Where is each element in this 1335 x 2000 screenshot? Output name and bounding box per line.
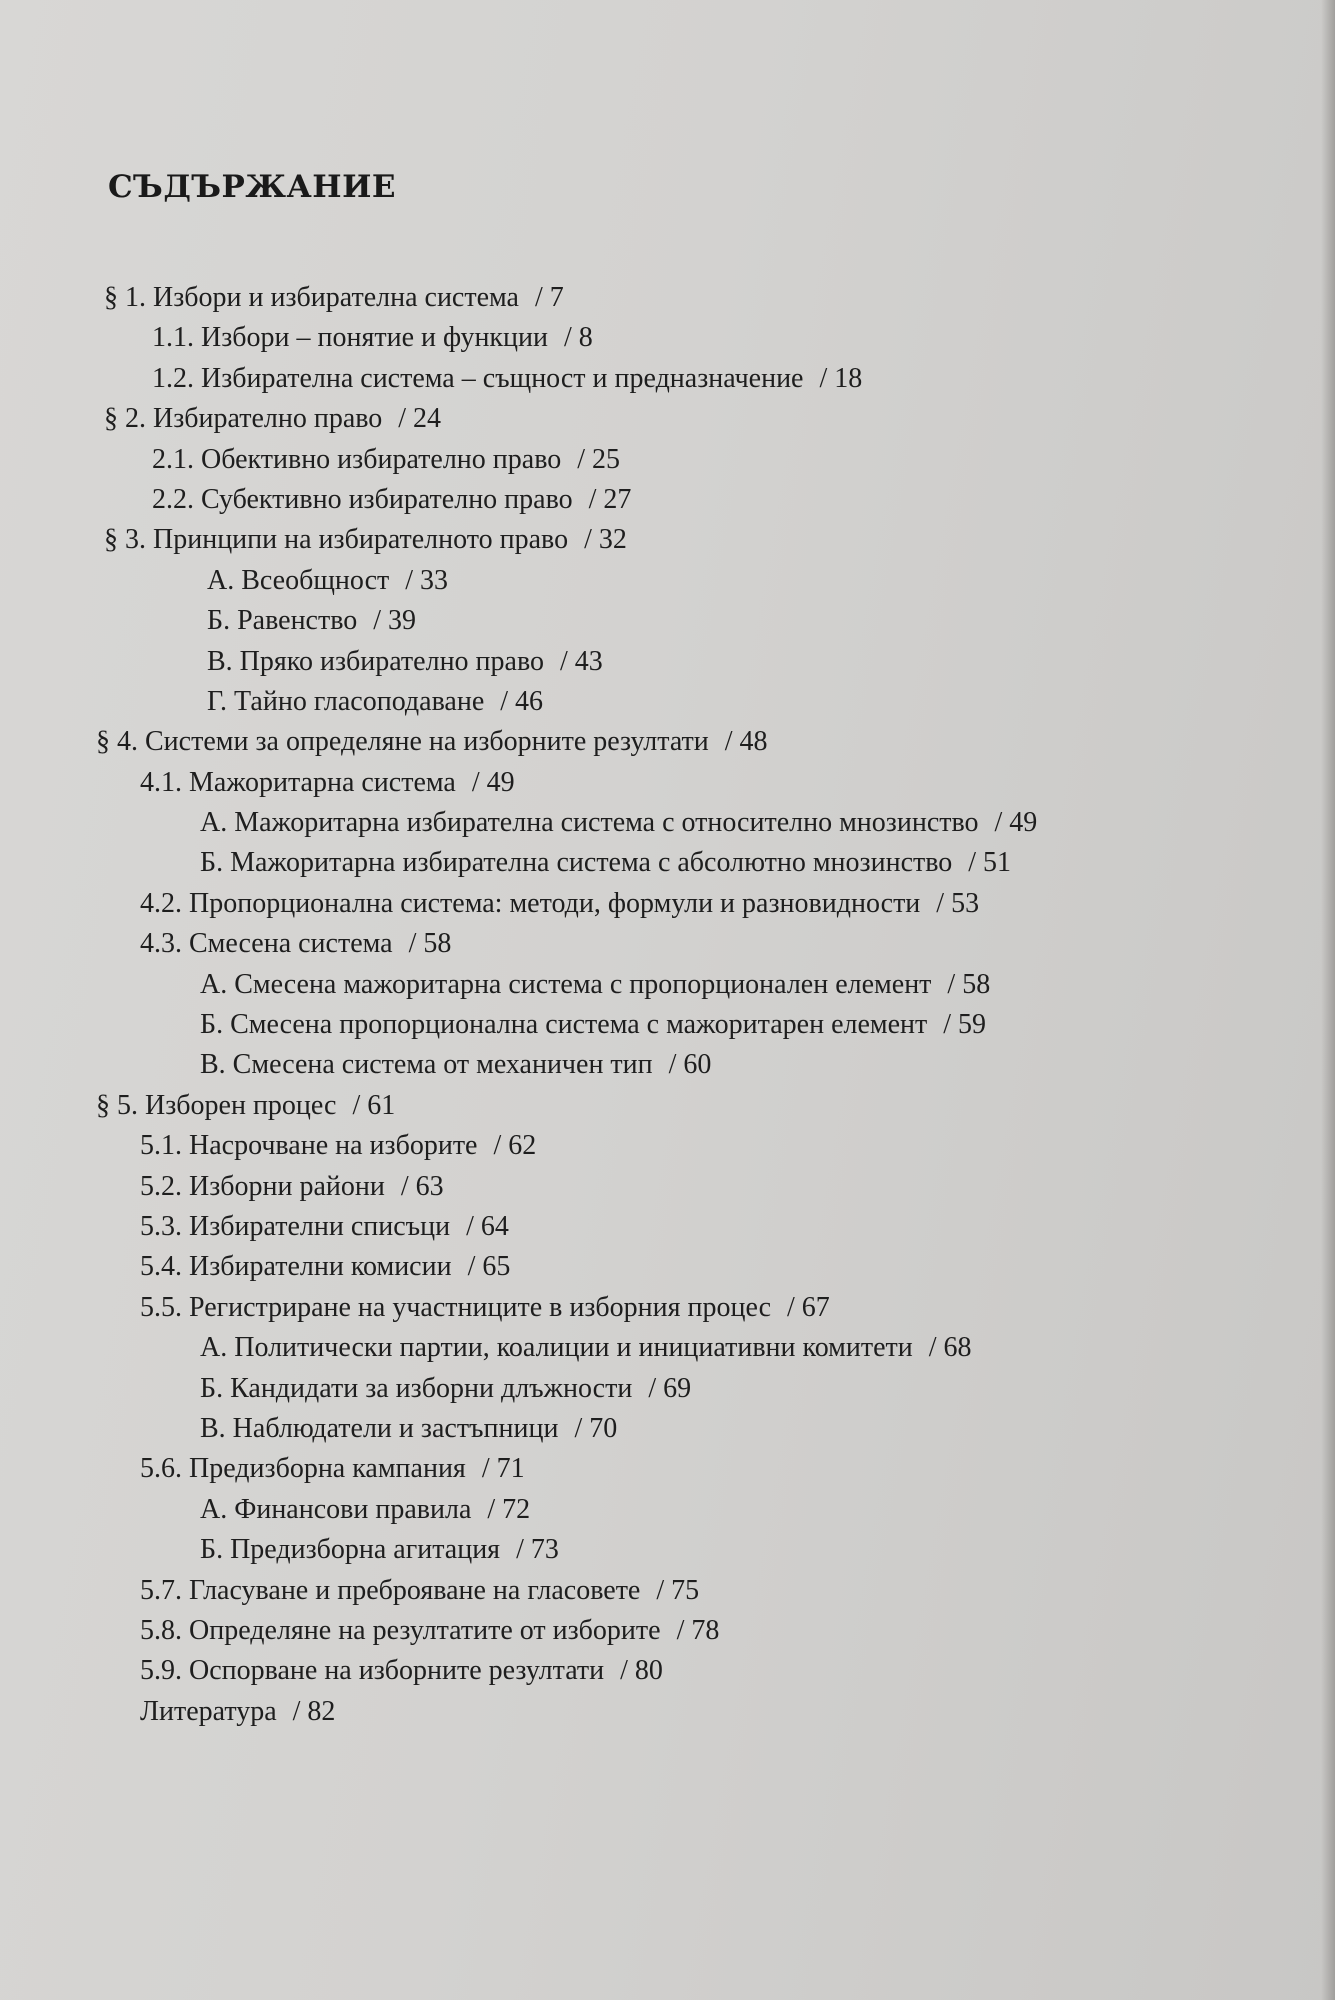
toc-entry	[0, 1449, 1335, 1489]
toc-page-number: / 69	[648, 1372, 692, 1404]
toc-page-number: / 59	[943, 1009, 987, 1041]
toc-entry-label: 1.1. Избори – понятие и функции	[152, 322, 548, 354]
toc-entry	[0, 1247, 1335, 1287]
toc-entry	[0, 1369, 1335, 1409]
toc-entry-label: 5.3. Избирателни списъци	[140, 1210, 451, 1242]
toc-page-number: / 46	[500, 685, 544, 717]
toc-page-number: / 58	[947, 968, 991, 1000]
toc-entry-label: А. Всеобщност	[207, 564, 390, 596]
toc-entry-label: 5.7. Гласуване и преброяване на гласовете	[140, 1574, 641, 1606]
toc-entry-label: 5.8. Определяне на резултатите от изборите	[140, 1614, 661, 1646]
toc-entry	[0, 1005, 1335, 1045]
toc-page-number: / 72	[487, 1493, 531, 1525]
toc-entry	[0, 520, 1335, 560]
toc-entry-label: § 3. Принципи на избирателното право	[104, 524, 569, 556]
toc-page-number: / 53	[936, 887, 980, 919]
toc-entry-label: 5.4. Избирателни комисии	[140, 1251, 452, 1283]
toc-entry	[0, 318, 1335, 358]
toc-entry-label: Литература	[140, 1695, 277, 1727]
toc-entry	[0, 803, 1335, 843]
toc-page-number: / 71	[481, 1453, 525, 1485]
toc-page-number: / 65	[467, 1251, 511, 1283]
toc-page-number: / 80	[620, 1655, 663, 1687]
table-of-contents	[0, 278, 1335, 1732]
toc-entry-label: А. Политически партии, коалиции и инициативни комитети	[200, 1332, 913, 1364]
toc-page-number: / 67	[787, 1291, 830, 1323]
toc-entry-label: Б. Равенство	[207, 605, 358, 637]
toc-entry	[0, 1207, 1335, 1247]
page-title: СЪДЪРЖАНИЕ	[108, 168, 396, 205]
toc-entry	[0, 1651, 1335, 1691]
toc-entry-label: 5.6. Предизборна кампания	[140, 1453, 466, 1485]
toc-entry-label: В. Наблюдатели и застъпници	[200, 1412, 559, 1444]
toc-page-number: / 43	[560, 645, 603, 677]
toc-entry	[0, 722, 1335, 762]
toc-entry-label: 2.2. Субективно избирателно право	[152, 483, 573, 515]
toc-page-number: / 73	[516, 1534, 559, 1566]
toc-entry-label: § 5. Изборен процес	[96, 1089, 337, 1121]
toc-page-number: / 60	[668, 1049, 712, 1081]
toc-entry	[0, 763, 1335, 803]
toc-page-number: / 68	[928, 1332, 972, 1364]
toc-page-number: / 49	[994, 807, 1038, 839]
toc-entry-label: 5.5. Регистриране на участниците в изборния процес	[140, 1291, 771, 1323]
toc-entry-label: Б. Мажоритарна избирателна система с абсолютно мнозинство	[200, 847, 953, 879]
toc-entry	[0, 1692, 1335, 1732]
toc-page-number: / 64	[466, 1210, 509, 1242]
toc-page-number: / 7	[534, 282, 564, 313]
toc-page-number: / 70	[574, 1412, 618, 1444]
toc-page-number: / 48	[724, 726, 768, 758]
toc-entry	[0, 1328, 1335, 1368]
toc-entry	[0, 1490, 1335, 1530]
toc-page-number: / 49	[471, 766, 515, 798]
toc-entry	[0, 440, 1335, 480]
toc-entry-label: § 1. Избори и избирателна система	[104, 282, 519, 313]
toc-page-number: / 51	[968, 847, 1012, 879]
toc-entry-label: А. Финансови правила	[200, 1493, 472, 1525]
toc-entry	[0, 642, 1335, 682]
toc-entry	[0, 1167, 1335, 1207]
toc-entry-label: 4.1. Мажоритарна система	[140, 766, 456, 798]
toc-page-number: / 24	[398, 403, 442, 435]
toc-page-number: / 25	[577, 443, 621, 475]
toc-entry-label: 5.9. Оспорване на изборните резултати	[140, 1655, 605, 1687]
toc-entry	[0, 278, 1335, 318]
toc-entry-label: 5.1. Насрочване на изборите	[140, 1130, 478, 1162]
toc-entry	[0, 884, 1335, 924]
toc-entry-label: 5.2. Изборни райони	[140, 1170, 385, 1202]
toc-entry	[0, 924, 1335, 964]
toc-entry	[0, 843, 1335, 883]
toc-entry	[0, 480, 1335, 520]
toc-page-number: / 27	[588, 483, 632, 515]
toc-page-number: / 75	[656, 1574, 700, 1606]
toc-page-number: / 39	[373, 605, 417, 637]
toc-entry	[0, 1530, 1335, 1570]
toc-entry-label: А. Мажоритарна избирателна система с относително мнозинство	[200, 807, 979, 839]
toc-entry	[0, 1611, 1335, 1651]
toc-page-number: / 61	[352, 1089, 396, 1121]
toc-entry	[0, 1126, 1335, 1166]
toc-entry-label: Г. Тайно гласоподаване	[207, 685, 485, 717]
toc-entry-label: 2.1. Обективно избирателно право	[152, 443, 562, 475]
toc-entry	[0, 601, 1335, 641]
toc-entry-label: Б. Смесена пропорционална система с мажоритарен елемент	[200, 1009, 928, 1041]
toc-page-number: / 82	[292, 1695, 336, 1727]
toc-entry-label: Б. Предизборна агитация	[200, 1534, 501, 1566]
toc-page-number: / 32	[584, 524, 627, 556]
toc-entry-label: § 2. Избирателно право	[104, 403, 383, 435]
toc-entry-label: В. Пряко избирателно право	[207, 645, 544, 677]
toc-entry-label: Б. Кандидати за изборни длъжности	[200, 1372, 633, 1404]
toc-entry	[0, 359, 1335, 399]
toc-entry	[0, 1571, 1335, 1611]
toc-page-number: / 58	[408, 928, 452, 960]
toc-page-number: / 33	[405, 564, 449, 596]
toc-entry	[0, 1086, 1335, 1126]
toc-entry-label: 4.3. Смесена система	[140, 928, 393, 960]
toc-entry	[0, 399, 1335, 439]
toc-entry	[0, 965, 1335, 1005]
toc-page-number: / 18	[819, 362, 863, 394]
toc-entry-label: 1.2. Избирателна система – същност и предназначение	[152, 362, 804, 394]
toc-page-number: / 78	[676, 1614, 720, 1646]
toc-entry-label: § 4. Системи за определяне на изборните резултати	[96, 726, 709, 758]
toc-page-number: / 63	[400, 1170, 444, 1202]
toc-entry	[0, 561, 1335, 601]
toc-entry-label: А. Смесена мажоритарна система с пропорционален елемент	[200, 968, 932, 1000]
toc-entry-label: В. Смесена система от механичен тип	[200, 1049, 653, 1081]
toc-entry	[0, 1409, 1335, 1449]
toc-page-number: / 8	[563, 322, 593, 354]
toc-entry	[0, 682, 1335, 722]
toc-entry	[0, 1045, 1335, 1085]
toc-page-number: / 62	[493, 1130, 537, 1162]
toc-entry-label: 4.2. Пропорционална система: методи, формули и разновидности	[140, 887, 921, 919]
toc-entry	[0, 1288, 1335, 1328]
